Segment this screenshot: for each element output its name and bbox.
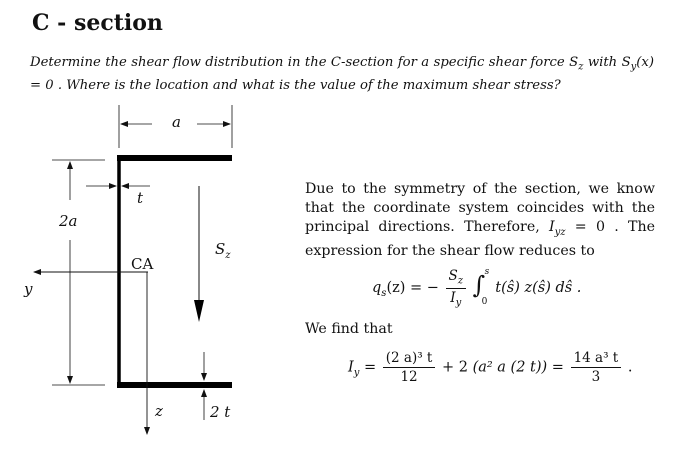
label-S-sub: z: [225, 250, 231, 261]
shear-flow-equation: [372, 268, 581, 308]
label-y-axis: y: [24, 280, 33, 298]
eq2-frac1-num: (2 a)³ t: [383, 350, 436, 368]
var-Sz-sub: z: [578, 61, 584, 73]
eq2-I-sub: y: [353, 367, 360, 379]
para1-text-b: = 0 . The expression for the shear flow reduces to: [305, 219, 655, 259]
eq1-num: S: [448, 268, 458, 284]
eq1-integrand: t(ŝ) z(ŝ) dŝ .: [495, 280, 582, 297]
problem-text-b: with: [583, 55, 622, 70]
eq2-fraction-2: [571, 350, 622, 385]
Iyz-symbol: I: [549, 219, 555, 235]
eq2-mid: + 2: [441, 359, 468, 376]
eq2-frac2-num: 14 a³ t: [571, 350, 622, 368]
integral-upper: s: [484, 267, 490, 278]
var-Sy: S: [621, 55, 631, 70]
problem-text-a: Determine the shear flow distribution in the C-section for a specific shear force: [30, 55, 570, 70]
label-S: S: [215, 240, 226, 258]
integral-sign: ∫: [472, 271, 486, 300]
eq1-q-sub: s: [381, 288, 387, 300]
page-title: C - section: [32, 10, 163, 36]
eq2-paren: (a² a (2 t)): [472, 359, 548, 376]
problem-text-c: (x) = 0 . Where is the location and what is the value of the maximum shear stress?: [30, 55, 654, 93]
label-2a: 2a: [59, 212, 78, 230]
Iyz-sub: yz: [554, 226, 566, 238]
eq2-fraction-1: [383, 350, 436, 385]
moment-of-inertia-equation: $I_y$ = $\frac{\text{(2 a)³ t}}{12}$ + 2 (a² a (2 t)) = $\frac{\text{14 a³ t}}{3}$ .: [348, 350, 633, 385]
eq2-frac2-den: 3: [591, 369, 601, 385]
shear-force-arrowhead: [194, 300, 204, 322]
label-2t: 2 t: [210, 403, 231, 421]
eq2-I: I: [348, 359, 354, 376]
c-section-figure: [0, 0, 300, 450]
para1-text-a: Due to the symmetry of the section, we know that the coordinate system coincides with the principal directions. Therefore,: [305, 181, 655, 235]
var-Sy-sub: y: [630, 61, 637, 73]
eq1-fraction: [446, 268, 467, 308]
eq1-arg: (z) = −: [386, 280, 439, 297]
label-Sz: [215, 240, 231, 261]
eq1-den-sub: y: [455, 297, 462, 309]
label-CA: CA: [131, 255, 154, 273]
explanation-paragraph: [305, 180, 655, 261]
we-find-that: We find that: [305, 321, 393, 337]
eq2-equals: =: [551, 359, 564, 376]
label-z-axis: z: [155, 402, 163, 420]
eq1-den: I: [450, 289, 456, 306]
integral-lower: 0: [481, 297, 488, 308]
eq2-end: .: [627, 359, 633, 376]
label-t: t: [137, 189, 144, 207]
eq1-num-sub: z: [457, 275, 464, 287]
eq2-frac1-den: 12: [400, 369, 418, 385]
var-Sz: S: [569, 55, 579, 70]
label-a: a: [172, 113, 181, 131]
eq1-integral: [472, 267, 490, 308]
eq1-q: q: [372, 280, 382, 297]
